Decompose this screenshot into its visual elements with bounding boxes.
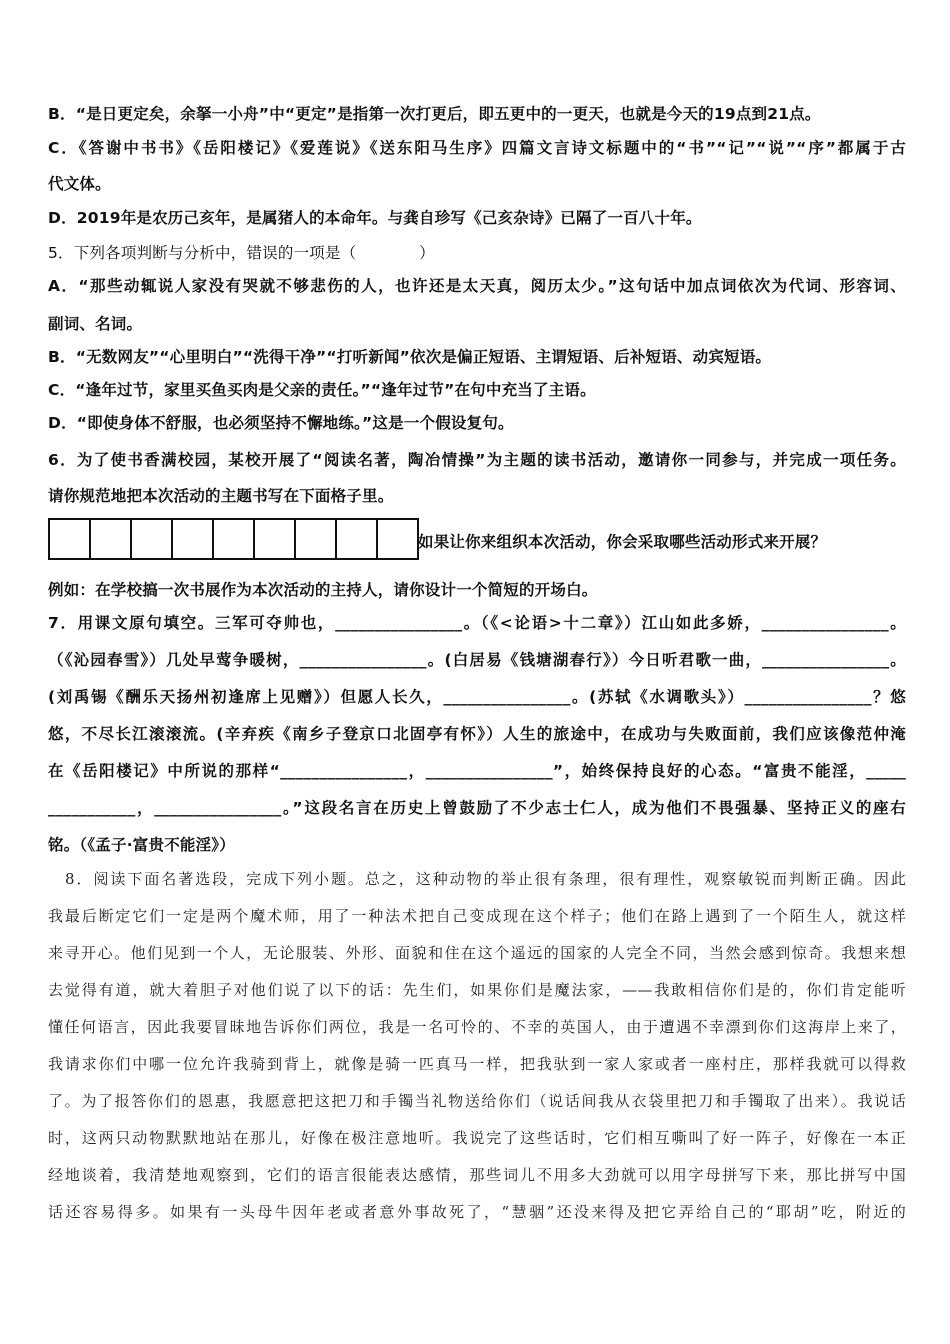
question-6-example: 例如：在学校搞一次书展作为本次活动的主持人，请你设计一个简短的开场白。	[48, 581, 598, 599]
q7-line-7: 铭。（《孟子·富贵不能淫》）	[48, 836, 235, 854]
q7-line-5: 在《岳阳楼记》中所说的那样“________________，________________”，始终保持良好的心态。“富贵不能淫，_____	[48, 762, 906, 780]
grid-cell[interactable]	[91, 520, 132, 558]
q7-line-6: ___________，________________。”这段名言在历史上曾鼓励了不少志士仁人，成为他们不畏强暴、坚持正义的座右	[48, 799, 906, 817]
passage-line: 去觉得有道，就大着胆子对他们说了以下的话：先生们，如果你们是魔法家，——我敢相信你们是的，你们肯定能听	[48, 981, 906, 999]
question-5: 5．下列各项判断与分析中，错误的一项是（ ）	[48, 244, 435, 262]
passage-line: 我请求你们中哪一位允许我骑到背上，就像是骑一匹真马一样，把我驮到一家人家或者一座村庄，那样我就可以得救	[48, 1055, 906, 1073]
grid-cell[interactable]	[378, 520, 417, 558]
q5-option-b: B．“无数网友”“心里明白”“洗得干净”“打听新闻”依次是偏正短语、主谓短语、后补短语、动宾短语。	[48, 348, 772, 366]
passage-line: 时，这两只动物默默地站在那儿，好像在极注意地听。我说完了这些话时，它们相互嘶叫了好一阵子，好像在一本正	[48, 1129, 906, 1147]
passage-line: 8．阅读下面名著选段，完成下列小题。总之，这种动物的举止很有条理，很有理性，观察敏锐而判断正确。因此	[48, 870, 906, 888]
question-6-cont: 请你规范地把本次活动的主题书写在下面格子里。	[48, 487, 394, 505]
q5-option-d: D．“即使身体不舒服，也必须坚持不懈地练。”这是一个假设复句。	[48, 414, 514, 432]
q7-line-2: （《沁园春雪》）几处早莺争暖树，________________。(白居易《钱塘湖春行》）今日听君歌一曲，________________。	[48, 651, 906, 669]
passage-line: 了。为了报答你们的恩惠，我愿意把这把刀和手镯当礼物送给你们（说话间我从衣袋里把刀和手镯取了出来）。我说话	[48, 1092, 906, 1110]
option-d-line: D．2019年是农历己亥年，是属猪人的本命年。与龚自珍写《己亥杂诗》已隔了一百八十年。	[48, 209, 702, 227]
grid-cell[interactable]	[214, 520, 255, 558]
q7-line-3: (刘禹锡《酬乐天扬州初逢席上见赠》）但愿人长久，________________。(苏轼《水调歌头》）________________？悠	[48, 688, 906, 706]
option-b-line: B．“是日更定矣，余拏一小舟”中“更定”是指第一次打更后，即五更中的一更天，也就是今天的19点到21点。	[48, 105, 821, 123]
grid-cell[interactable]	[173, 520, 214, 558]
q5-option-a: A．“那些动辄说人家没有哭就不够悲伤的人，也许还是太天真，阅历太少。”这句话中加点词依次为代词、形容词、	[48, 277, 906, 295]
q7-line-4: 悠，不尽长江滚滚流。(辛弃疾《南乡子登京口北固亭有怀》）人生的旅途中，在成功与失败面前，我们应该像范仲淹	[48, 725, 906, 743]
passage-line: 来寻开心。他们见到一个人，无论服装、外形、面貌和住在这个遥远的国家的人完全不同，当然会感到惊奇。我想来想	[48, 944, 906, 962]
grid-cell[interactable]	[255, 520, 296, 558]
passage-line: 经地谈着，我清楚地观察到，它们的语言很能表达感情，那些词儿不用多大劲就可以用字母拼写下来，那比拼写中国	[48, 1166, 906, 1184]
grid-cell[interactable]	[132, 520, 173, 558]
passage-line: 我最后断定它们一定是两个魔术师，用了一种法术把自己变成现在这个样子；他们在路上遇到了一个陌生人，就这样	[48, 907, 906, 925]
writing-grid[interactable]	[48, 518, 419, 560]
q5-option-a-cont: 副词、名词。	[48, 315, 143, 333]
question-7: 7．用课文原句填空。三军可夺帅也，________________。（《<论语>十二章》）江山如此多娇，________________。	[48, 614, 906, 632]
grid-cell[interactable]	[337, 520, 378, 558]
grid-cell[interactable]	[296, 520, 337, 558]
question-6: 6．为了使书香满校园，某校开展了“阅读名著，陶冶情操”为主题的读书活动，邀请你一同参与，并完成一项任务。	[48, 451, 906, 469]
q5-option-c: C．“逢年过节，家里买鱼买肉是父亲的责任。”“逢年过节”在句中充当了主语。	[48, 381, 596, 399]
option-c-cont: 代文体。	[48, 175, 111, 193]
option-c-line: C．《答谢中书书》《岳阳楼记》《爱莲说》《送东阳马生序》四篇文言诗文标题中的“书”“记”“说”“序”都属于古	[48, 139, 906, 157]
passage-line: 话还容易得多。如果有一头母牛因年老或者意外事故死了，“慧骃”还没来得及把它弄给自己的“耶胡”吃，附近的	[48, 1203, 906, 1221]
grid-cell[interactable]	[50, 520, 91, 558]
question-6-organize: 如果让你来组织本次活动，你会采取哪些活动形式来开展？	[418, 533, 827, 551]
passage-line: 懂任何语言，因此我要冒昧地告诉你们两位，我是一名可怜的、不幸的英国人，由于遭遇不幸漂到你们这海岸上来了，	[48, 1018, 906, 1036]
